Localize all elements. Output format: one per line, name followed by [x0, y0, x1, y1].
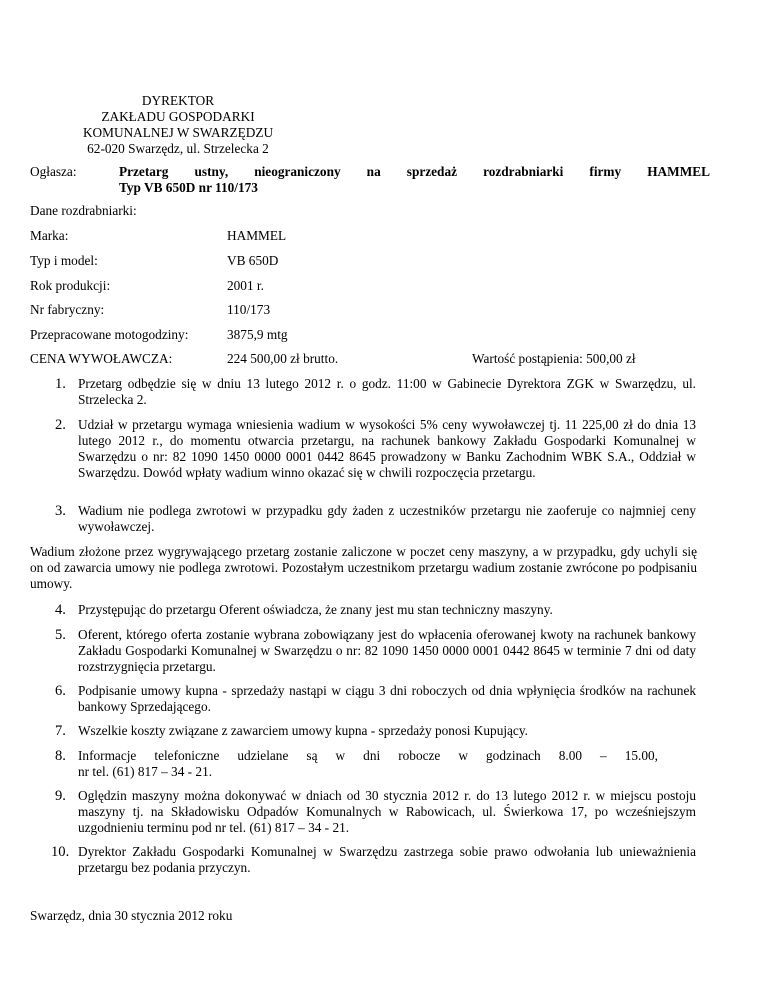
- spec-key: Nr fabryczny:: [30, 302, 105, 317]
- item-number: 1.: [55, 376, 66, 392]
- header-org-line2: KOMUNALNEJ W SWARZĘDZU: [82, 125, 274, 140]
- item-number: 10.: [51, 844, 70, 860]
- item-number: 7.: [55, 723, 66, 739]
- date-place: Swarzędz, dnia 30 stycznia 2012 roku: [30, 908, 233, 923]
- item-text: Przystępując do przetargu Oferent oświadcza, że znany jest mu stan techniczny maszyny.: [78, 602, 553, 617]
- item-number: 6.: [55, 683, 66, 699]
- spec-value: 224 500,00 zł brutto.: [227, 351, 339, 366]
- bid-increment: Wartość postąpienia: 500,00 zł: [472, 351, 636, 366]
- spec-value: 110/173: [227, 302, 271, 317]
- header-title: DYREKTOR: [141, 93, 215, 108]
- phone-hours: Informacje telefoniczne udzielane są w dni robocze w godzinach 8.00 – 15.00,: [78, 748, 658, 763]
- spec-key: CENA WYWOŁAWCZA:: [30, 351, 173, 366]
- spec-value: 2001 r.: [227, 278, 264, 293]
- spec-value: HAMMEL: [227, 228, 287, 243]
- tender-title: Przetarg ustny, nieograniczony na sprzedaż rozdrabniarki firmy HAMMEL: [119, 164, 710, 179]
- phone-number: nr tel. (61) 817 – 34 - 21.: [78, 764, 213, 779]
- spec-key: Przepracowane motogodziny:: [30, 327, 189, 342]
- spec-key: Rok produkcji:: [30, 278, 111, 293]
- item-number: 4.: [55, 602, 66, 618]
- item-text: Udział w przetargu wymaga wniesienia wadium w wysokości 5% ceny wywoławczej tj. 11 225,00 zł do dnia 13 lutego 2012 r., do momentu otwarcia przetargu, na rachunek bankowy Zakładu Gospodarki Komunalnej w Swarzędzu o nr: 82 1090 1450 0000 0001 0442 8645 prowadzony w Banku Zachodnim WBK S.A., Oddział w Swarzędzu. Dowód wpłaty wadium winno okazać się w chwili rozpoczęcia przetargu.: [78, 417, 696, 480]
- header-address: 62-020 Swarzędz, ul. Strzelecka 2: [87, 141, 269, 156]
- item-text: Przetarg odbędzie się w dniu 13 lutego 2012 r. o godz. 11:00 w Gabinecie Dyrektora ZGK w Swarzędzu, ul. Strzelecka 2.: [78, 376, 696, 407]
- spec-key: Typ i model:: [30, 253, 98, 268]
- item-text: Podpisanie umowy kupna - sprzedaży nastąpi w ciągu 3 dni roboczych od dnia wpłynięcia środków na rachunek bankowy Sprzedającego.: [78, 683, 696, 714]
- item-number: 3.: [55, 503, 66, 519]
- item-text: Wszelkie koszty związane z zawarciem umowy kupna - sprzedaży ponosi Kupujący.: [78, 723, 528, 738]
- item-number: 9.: [55, 788, 66, 804]
- item-text: Oględzin maszyny można dokonywać w dniach od 30 stycznia 2012 r. do 13 lutego 2012 r. w miejscu postoju maszyny tj. na Składowisku Odpadów Komunalnych w Rabowicach, ul. Świerkowa 17, po wcześniejszym uzgodnieniu terminu pod nr tel. (61) 817 – 34 - 21.: [78, 788, 696, 835]
- item-number: 5.: [55, 627, 66, 643]
- spec-value: VB 650D: [227, 253, 279, 268]
- item-text: [78, 748, 696, 780]
- header-org-line1: ZAKŁADU GOSPODARKI: [101, 109, 255, 124]
- item-text: Dyrektor Zakładu Gospodarki Komunalnej w Swarzędzu zastrzega sobie prawo odwołania lub unieważnienia przetargu bez podania przyczyn.: [78, 844, 696, 875]
- item-text: Oferent, którego oferta zostanie wybrana zobowiązany jest do wpłacenia oferowanej kwoty na rachunek bankowy Zakładu Gospodarki Komunalnej w Swarzędzu o nr: 82 1090 1450 0000 0001 0442 8645 w terminie 7 dni od daty rozstrzygnięcia przetargu.: [78, 627, 696, 674]
- announce-label: Ogłasza:: [30, 164, 77, 179]
- item-text: Wadium nie podlega zwrotowi w przypadku gdy żaden z uczestników przetargu nie zaoferuje co najmniej ceny wywoławczej.: [78, 503, 696, 534]
- wadium-paragraph: Wadium złożone przez wygrywającego przetarg zostanie zaliczone w poczet ceny maszyny, a w przypadku, gdy uchyli się on od zawarcia umowy nie podlega zwrotowi. Pozostałym uczestnikom przetargu wadium zostanie zwrócone po podpisaniu umowy.: [30, 544, 697, 591]
- tender-subtitle: Typ VB 650D nr 110/173: [119, 180, 258, 195]
- spec-key: Marka:: [30, 228, 69, 243]
- issuer-header: [60, 93, 296, 157]
- specs-heading: Dane rozdrabniarki:: [30, 203, 137, 218]
- spec-value: 3875,9 mtg: [227, 327, 288, 342]
- item-number: 2.: [55, 417, 66, 433]
- item-number: 8.: [55, 748, 66, 764]
